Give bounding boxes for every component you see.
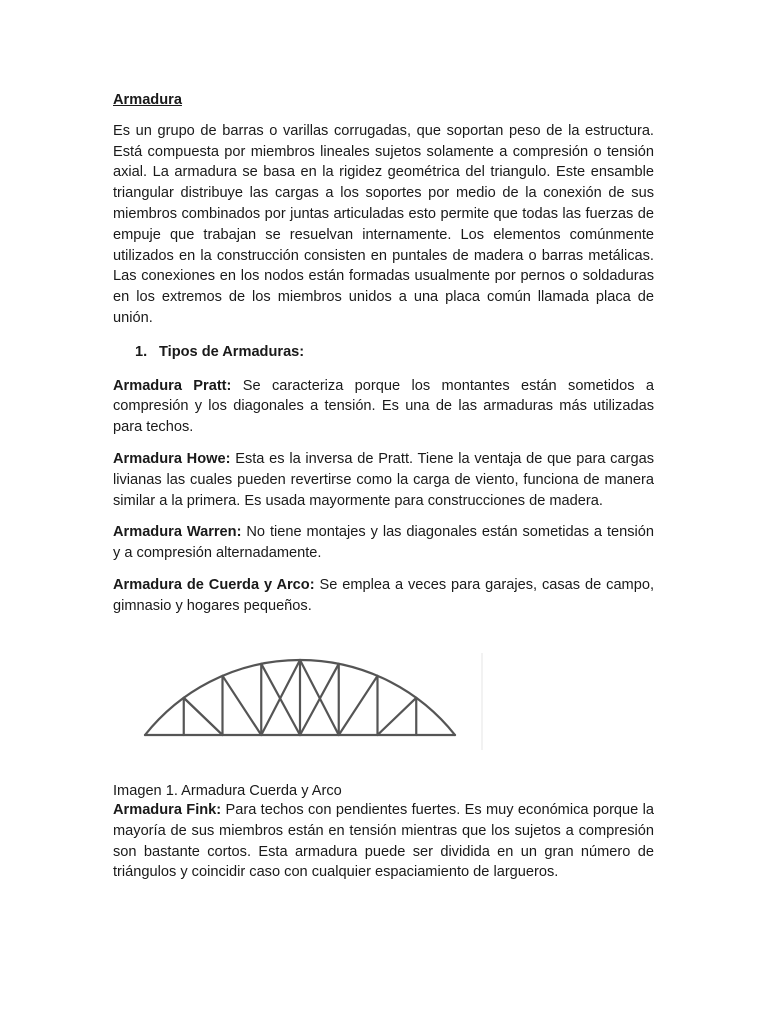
type-paragraph-howe [113,449,654,511]
intro-paragraph: Es un grupo de barras o varillas corrugadas, que soportan peso de la estructura. Está compuesta por miembros lineales sujetos solamente a compresión o tensión axial. La armadura se basa en la rigidez geométrica del triangulo. Este ensamble triangular distribuye las cargas a los soportes por medio de la conexión de sus miembros combinados por juntas articuladas esto permite que todas las fuerzas de empuje que trabajan se resuelvan internamente. Los elementos comúnmente utilizados en la construcción consisten en puntales de madera o barras metálicas. Las conexiones en los nodos están formadas usualmente por pernos o soldaduras en los extremos de los miembros unidos a una placa común llamada placa de unión. [113,122,654,326]
page-title: Armadura [113,92,182,108]
type-description: No tiene montajes y las diagonales están sometidas a tensión y a compresión alternadamente. [113,524,655,562]
truss-diagonal [339,676,378,735]
type-name: Armadura Howe: [113,450,231,467]
type-paragraph-bowstring [113,575,654,617]
type-description: Para techos con pendientes fuertes. Es muy económica porque la mayoría de sus miembros están en tensión mientras que los sujetos a compresión son bastante cortos. Esta armadura puede ser dividida en un gran número de triángulos y coincidir caso con cualquier espaciamiento de largueros. [113,802,654,881]
type-paragraph-pratt [113,376,654,438]
figure-caption: Imagen 1. Armadura Cuerda y Arco [113,782,342,799]
type-paragraph-warren [113,522,654,564]
type-name: Armadura Fink: [113,802,222,818]
truss-diagonal [378,698,417,735]
type-description: Se caracteriza porque los montantes están sometidos a compresión y los diagonales a tensión. Es una de las armaduras más utilizadas para techos. [113,377,654,436]
type-description: Se emplea a veces para garajes, casas de campo, gimnasio y hogares pequeños. [113,576,654,614]
list-number: 1. [135,343,148,360]
truss-diagonal [223,676,262,735]
section-list-item [113,342,654,363]
type-name: Armadura de Cuerda y Arco: [113,576,315,593]
type-name: Armadura Warren: [113,524,242,541]
type-paragraph-fink [113,800,654,883]
type-name: Armadura Pratt: [113,377,232,394]
truss-diagonal [184,698,223,735]
document-page [113,90,655,881]
type-description: Esta es la inversa de Pratt. Tiene la ventaja de que para cargas livianas las cuales pueden revertirse como la carga de viento, funciona de manera similar a la primera. Es usada mayormente para construcciones de madera. [113,450,654,509]
bowstring-truss-figure [113,653,484,750]
section-title: Tipos de Armaduras: [159,343,305,360]
